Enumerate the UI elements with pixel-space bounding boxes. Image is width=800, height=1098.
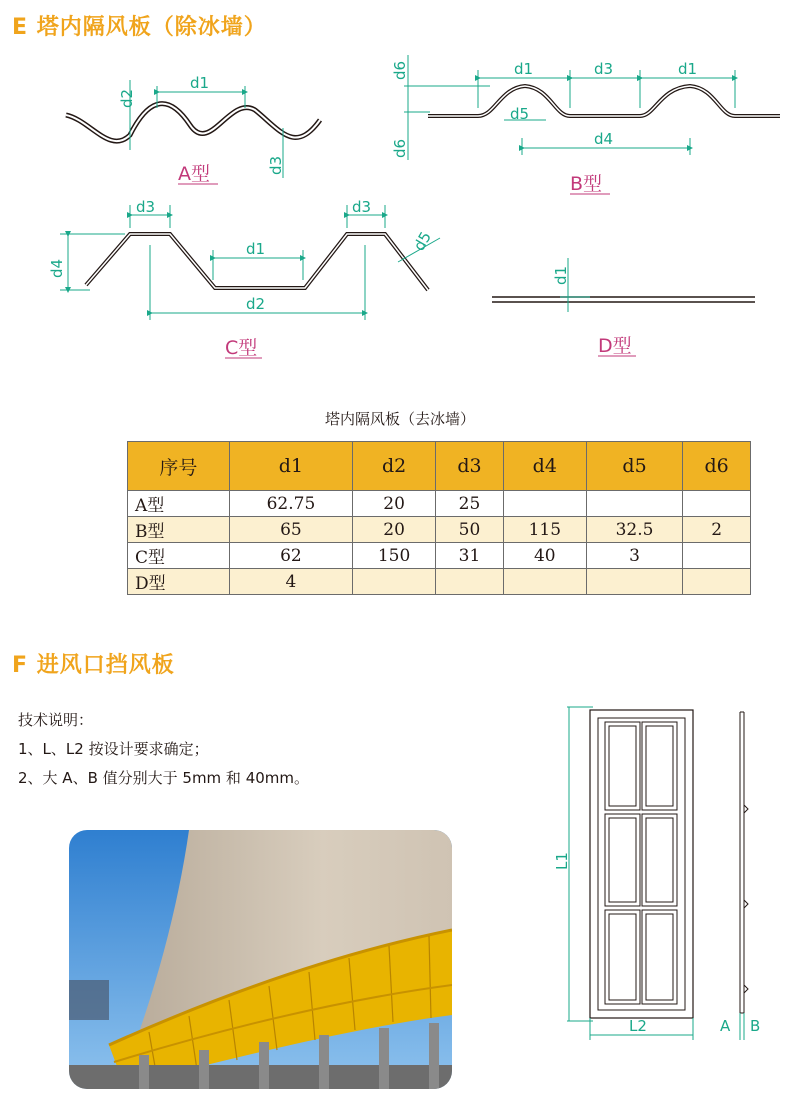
table-cell: A型 (128, 491, 230, 517)
panel-dim-a: A (720, 1017, 731, 1035)
table-row (128, 569, 751, 595)
type-b-dim-d5: d5 (510, 105, 530, 123)
note-item: 1、L、L2 按设计要求确定； (18, 740, 209, 758)
type-b-dim-d1-left: d1 (514, 60, 534, 78)
table-cell (586, 569, 682, 595)
table-cell: D型 (128, 569, 230, 595)
type-c-dim-d3-left: d3 (136, 198, 156, 216)
table-cell (503, 491, 586, 517)
panel-dim-b: B (750, 1017, 761, 1035)
type-c-dim-d5: d5 (409, 228, 436, 254)
table-header: d5 (586, 442, 682, 491)
table-cell: 3 (586, 543, 682, 569)
cooling-tower-photo (69, 830, 452, 1089)
table-cell (436, 569, 504, 595)
type-c-dim-d1: d1 (246, 240, 266, 258)
type-a-dim-d1: d1 (190, 74, 210, 92)
panel-dim-l2: L2 (629, 1017, 647, 1035)
table-cell (503, 569, 586, 595)
section-e-title: E 塔内隔风板（除冰墙） (12, 15, 267, 40)
type-c-dim-d4: d4 (48, 258, 66, 278)
windbreak-panel-drawing (545, 695, 775, 1055)
table-cell: C型 (128, 543, 230, 569)
table-row (128, 543, 751, 569)
cooling-tower-illustration (69, 830, 452, 1089)
technical-notes (18, 706, 309, 793)
section-f-title: F 进风口挡风板 (12, 653, 175, 678)
table-cell: 50 (436, 517, 504, 543)
table-cell: 115 (503, 517, 586, 543)
type-a-dim-d3: d3 (267, 155, 285, 175)
table-cell: 150 (353, 543, 436, 569)
table-header-row (128, 442, 751, 491)
type-c-label: C型 (225, 337, 258, 359)
type-c-drawing (48, 198, 440, 359)
table-header: d2 (353, 442, 436, 491)
spec-table (127, 441, 751, 595)
table-caption: 塔内隔风板（去冰墙） (324, 410, 475, 428)
type-b-dim-d1-right: d1 (678, 60, 698, 78)
table-cell: 62 (229, 543, 352, 569)
table-header: d1 (229, 442, 352, 491)
type-a-label: A型 (178, 163, 210, 185)
table-cell (586, 491, 682, 517)
table-header: d6 (683, 442, 751, 491)
type-d-dim-d1: d1 (552, 265, 570, 285)
table-row (128, 517, 751, 543)
type-b-dim-d6-top: d6 (391, 60, 409, 80)
table-cell: B型 (128, 517, 230, 543)
type-b-label: B型 (570, 173, 603, 195)
table-cell: 4 (229, 569, 352, 595)
table-cell (683, 543, 751, 569)
table-row (128, 491, 751, 517)
table-cell: 20 (353, 491, 436, 517)
notes-heading: 技术说明： (18, 711, 94, 729)
table-cell: 65 (229, 517, 352, 543)
type-b-dim-d3: d3 (594, 60, 614, 78)
table-cell: 32.5 (586, 517, 682, 543)
table-cell: 62.75 (229, 491, 352, 517)
table-cell: 25 (436, 491, 504, 517)
type-c-dim-d3-right: d3 (352, 198, 372, 216)
table-cell (683, 491, 751, 517)
table-cell: 2 (683, 517, 751, 543)
table-cell: 20 (353, 517, 436, 543)
table-cell: 31 (436, 543, 504, 569)
table-header: d3 (436, 442, 504, 491)
table-cell (683, 569, 751, 595)
table-cell (353, 569, 436, 595)
table-cell: 40 (503, 543, 586, 569)
type-b-dim-d6-bottom: d6 (391, 138, 409, 158)
type-d-drawing (492, 258, 755, 357)
note-item: 2、大 A、B 值分别大于 5mm 和 40mm。 (18, 769, 310, 787)
table-header: 序号 (128, 442, 230, 491)
type-c-dim-d2: d2 (246, 295, 266, 313)
type-d-label: D型 (598, 335, 632, 357)
panel-dim-l1: L1 (553, 852, 571, 870)
type-a-drawing (66, 74, 320, 185)
type-b-drawing (391, 55, 780, 195)
table-header: d4 (503, 442, 586, 491)
type-b-dim-d4: d4 (594, 130, 614, 148)
partition-board-drawings (0, 0, 800, 400)
type-a-dim-d2: d2 (118, 88, 136, 108)
